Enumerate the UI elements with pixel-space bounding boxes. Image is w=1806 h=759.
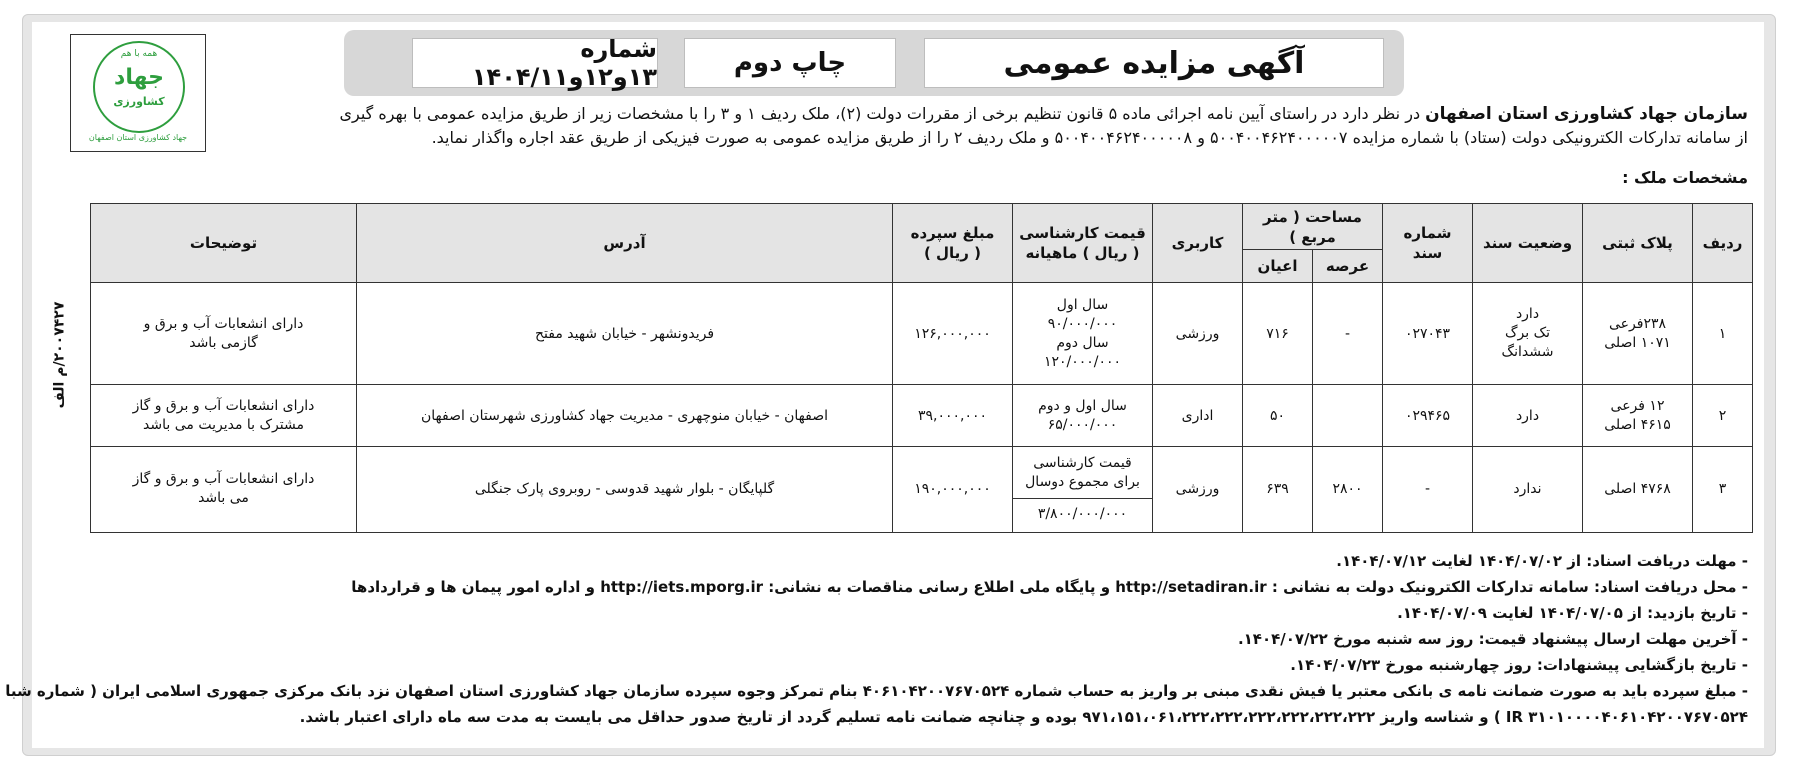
notes-list [5,548,1748,730]
cell-address: گلپایگان - بلوار شهید قدوسی - روبروی پارک جنگلی [357,446,893,532]
logo-main-text: جهاد [114,65,164,90]
col-price [1013,204,1153,283]
note-item: - تاریخ بازدید: از ۱۴۰۴/۰۷/۰۵ لغایت ۱۴۰۴/۰۷/۰۹. [1397,604,1748,622]
col-doc-status: وضعیت سند [1473,204,1583,283]
cell-doc-status [1473,282,1583,384]
side-code-text: ۲۰۰۷۴۲۷/م الف [51,301,67,409]
note-item: - تاریخ بازگشایی پیشنهادات: روز چهارشنبه مورخ ۱۴۰۴/۰۷/۲۳. [1290,656,1748,674]
col-deposit-line-1: مبلغ سپرده [910,223,995,242]
col-address: آدرس [357,204,893,283]
col-area-land: عرصه [1313,250,1383,283]
cell-address: اصفهان - خیابان منوچهری - مدیریت جهاد کشاورزی شهرستان اصفهان [357,385,893,446]
col-plaque: پلاک ثبتی [1583,204,1693,283]
col-usage: کاربری [1153,204,1243,283]
note-item: - مهلت دریافت اسناد: از ۱۴۰۴/۰۷/۰۲ لغایت ۱۴۰۴/۰۷/۱۲. [1336,552,1748,570]
logo-sub-text: کشاورزی [113,95,165,108]
col-area: مساحت ( متر مربع ) [1243,204,1383,250]
cell-row: ۱ [1693,282,1753,384]
cell-row: ۲ [1693,385,1753,446]
cell-doc-status-3: ششدانگ [1501,344,1554,361]
cell-plaque [1583,385,1693,446]
col-deposit [893,204,1013,283]
property-table [90,203,1753,533]
cell-usage: ورزشی [1153,282,1243,384]
cell-plaque: ۴۷۶۸ اصلی [1583,446,1693,532]
col-doc-number: شماره سند [1383,204,1473,283]
cell-price [1013,385,1153,446]
cell-doc-status-1: دارد [1515,306,1540,323]
cell-price-2: برای مجموع دوسال [1025,474,1140,491]
cell-notes [91,282,357,384]
cell-deposit: ۱۹۰,۰۰۰,۰۰۰ [893,446,1013,532]
note-item: - محل دریافت اسناد: سامانه تدارکات الکترونیک دولت به نشانی : http://setadiran.ir و پایگاه ملی اطلاع رسانی مناقصات به نشانی: http://iets.mporg.ir و اداره امور پیمان ها و قراردادها [351,578,1748,596]
cell-area-building: ۶۳۹ [1243,446,1313,532]
cell-address: فریدونشهر - خیابان شهید مفتح [357,282,893,384]
note-item: - آخرین مهلت ارسال پیشنهاد قیمت: روز سه شنبه مورخ ۱۴۰۴/۰۷/۲۲. [1237,630,1748,648]
cell-deposit: ۳۹,۰۰۰,۰۰۰ [893,385,1013,446]
org-name: سازمان جهاد کشاورزی استان اصفهان [1425,104,1748,124]
cell-deposit: ۱۲۶,۰۰۰,۰۰۰ [893,282,1013,384]
cell-doc-number: - [1383,446,1473,532]
cell-area-land: - [1313,282,1383,384]
cell-price [1013,446,1153,532]
cell-price-2: ۹۰/۰۰۰/۰۰۰ [1047,315,1118,332]
col-price-line-1: قیمت کارشناسی [1019,223,1146,242]
cell-doc-number: ۰۲۹۴۶۵ [1383,385,1473,446]
note-item: - مبلغ سپرده باید به صورت ضمانت نامه ی بانکی معتبر یا فیش نقدی مبنی بر واریز به حساب شماره ۴۰۶۱۰۴۲۰۰۷۶۷۰۵۲۴ بنام تمرکز وجوه سپرده سازمان جهاد کشاورزی استان اصفهان نزد بانک مرکزی جمهوری اسلامی ایران ( شماره شبا [5,682,1748,700]
cell-plaque-1: ۱۲ فرعی [1610,397,1665,414]
col-notes: توضیحات [91,204,357,283]
table-header-row [91,204,1753,250]
cell-price-4: ۱۲۰/۰۰۰/۰۰۰ [1043,353,1122,370]
cell-notes-1: دارای انشعابات آب و برق و [143,315,304,332]
cell-doc-number: ۰۲۷۰۴۳ [1383,282,1473,384]
specs-label: مشخصات ملک : [1622,168,1748,187]
col-row: ردیف [1693,204,1753,283]
cell-area-building: ۵۰ [1243,385,1313,446]
col-area-building: اعیان [1243,250,1313,283]
cell-area-building: ۷۱۶ [1243,282,1313,384]
cell-notes-1: دارای انشعابات آب و برق و گاز [132,397,315,414]
cell-doc-status: دارد [1473,385,1583,446]
col-price-line-2: ( ریال ) ماهیانه [1025,243,1140,262]
ad-title: آگهی مزایده عمومی [924,38,1384,88]
intro-line-1 [168,102,1748,126]
cell-area-land [1313,385,1383,446]
col-deposit-line-2: ( ریال ) [923,243,982,262]
cell-notes [91,446,357,532]
side-code [44,270,74,440]
cell-price-3: سال دوم [1056,334,1109,351]
cell-price [1013,282,1153,384]
cell-price-1: قیمت کارشناسی [1033,455,1132,472]
cell-plaque-2: ۴۶۱۵ اصلی [1604,416,1671,433]
cell-row: ۳ [1693,446,1753,532]
cell-notes [91,385,357,446]
cell-usage: ورزشی [1153,446,1243,532]
cell-notes-1: دارای انشعابات آب و برق و گاز [132,471,315,488]
logo-top-text: همه با هم [120,49,158,59]
cell-notes-2: می باشد [198,490,249,507]
print-edition: چاپ دوم [684,38,896,88]
table-row [91,282,1753,384]
table-row [91,446,1753,532]
cell-area-land: ۲۸۰۰ [1313,446,1383,532]
cell-price-2: ۶۵/۰۰۰/۰۰۰ [1047,416,1118,433]
ad-number: شماره ۱۳و۱۲و۱۴۰۴/۱۱ [412,38,658,88]
cell-doc-status: ندارد [1473,446,1583,532]
cell-usage: اداری [1153,385,1243,446]
cell-plaque-1: ۲۳۸فرعی [1608,315,1666,332]
note-item: IR ۳۱۰۱۰۰۰۰۴۰۶۱۰۴۲۰۰۷۶۷۰۵۲۴ ) و شناسه واریز ۹۷۱،۱۵۱،۰۶۱،۲۲۲،۲۲۲،۲۲۲،۲۲۲،۲۲۲،۲۲۲ بوده و چنانچه ضمانت نامه تسلیم گردد از تاریخ صدور حداقل می بایست به مدت سه ماه دارای اعتبار باشد. [299,708,1748,726]
cell-notes-2: گازمی باشد [189,334,258,351]
header-bar [344,30,1404,96]
logo-caption: جهاد کشاورزی استان اصفهان [88,133,188,142]
cell-price-1: سال اول و دوم [1038,397,1127,414]
cell-price-1: سال اول [1056,296,1109,313]
cell-price-3: ۳/۸۰۰/۰۰۰/۰۰۰ [1013,498,1152,524]
cell-notes-2: مشترک با مدیریت می باشد [143,416,304,433]
table-row [91,385,1753,446]
intro-line-1-rest: در نظر دارد در راستای آیین نامه اجرائی ماده ۵ قانون تنظیم برخی از مقررات دولت (۲)، ملک ردیف ۱ و ۳ را با مشخصات زیر از طریق مزایده عمومی با بهره گیری [339,104,1426,123]
cell-plaque [1583,282,1693,384]
cell-plaque-2: ۱۰۷۱ اصلی [1604,334,1671,351]
intro-line-2: از سامانه تدارکات الکترونیکی دولت (ستاد) با شماره مزایده ۵۰۰۴۰۰۴۶۲۴۰۰۰۰۰۷ و ۵۰۰۴۰۰۴۶۲۴۰۰۰۰۰۸ و ملک ردیف ۲ را از طریق مزایده عمومی به صورت فیزیکی از طریق عقد اجاره واگذار نماید. [431,128,1748,147]
cell-doc-status-2: تک برگ [1504,325,1551,342]
